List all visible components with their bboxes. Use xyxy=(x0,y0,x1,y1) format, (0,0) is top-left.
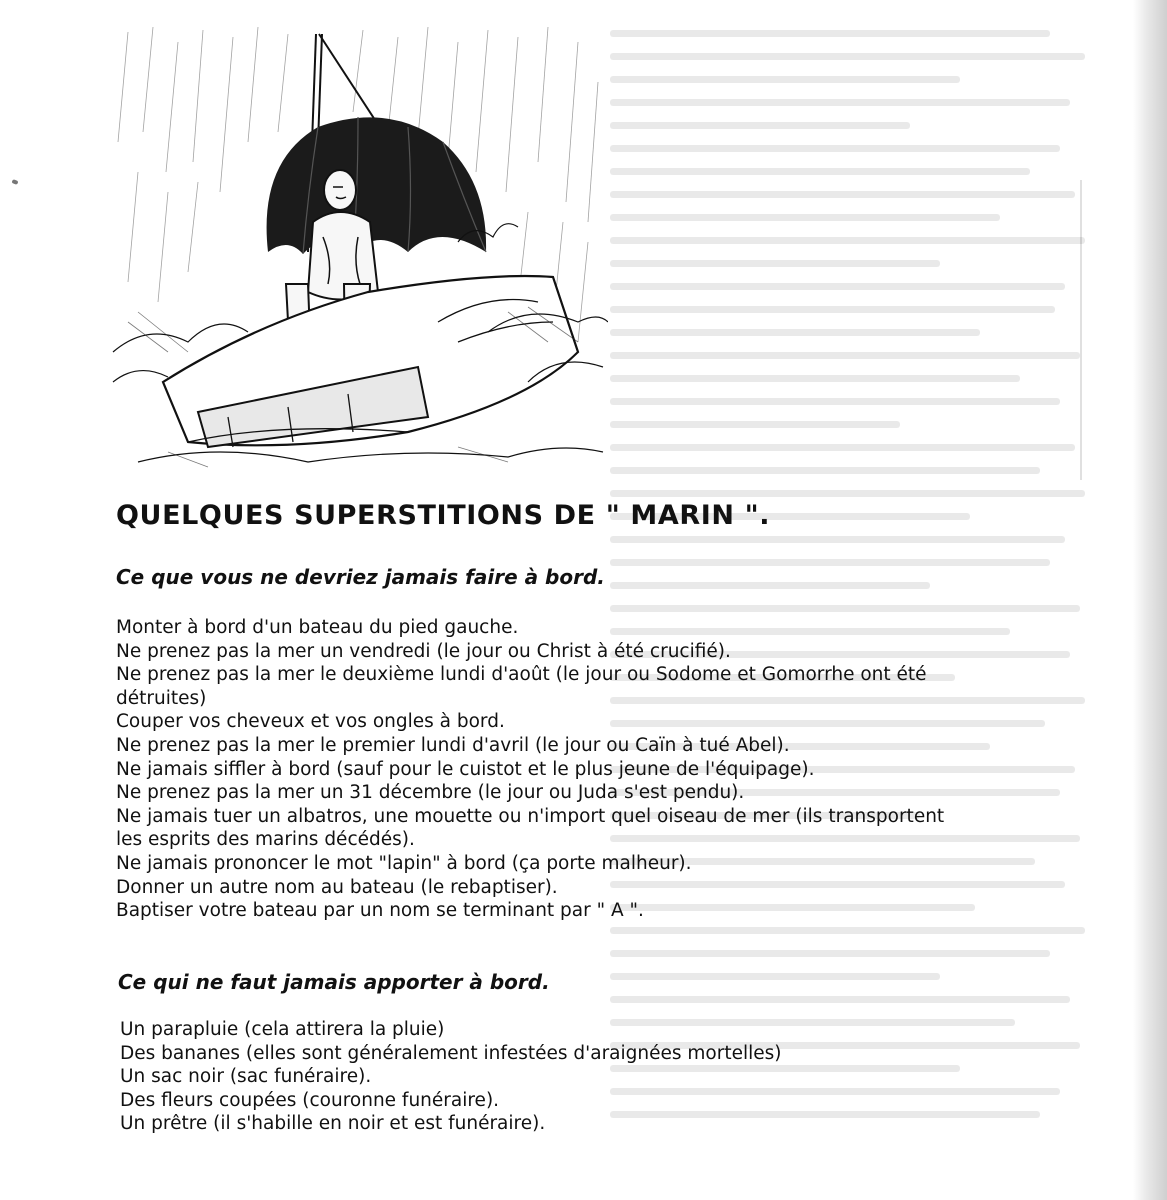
list-item: Des bananes (elles sont généralement infestées d'araignées mortelles) xyxy=(120,1042,782,1064)
list-item: les esprits des marins décédés). xyxy=(116,829,415,851)
list-item: Un parapluie (cela attirera la pluie) xyxy=(120,1019,445,1040)
bleed-through-text xyxy=(610,30,1110,1180)
sailor-in-rain-illustration xyxy=(108,22,608,474)
list-item: Ne jamais siffler à bord (sauf pour le cuistot et le plus jeune de l'équipage). xyxy=(116,758,815,780)
list-item: Ne jamais prononcer le mot "lapin" à bord (ça porte malheur). xyxy=(116,852,692,874)
section-heading-actions: Ce que vous ne devriez jamais faire à bord. xyxy=(116,565,605,589)
list-item: Ne prenez pas la mer le deuxième lundi d'août (le jour ou Sodome et Gomorrhe ont été xyxy=(116,664,927,686)
list-item: Couper vos cheveux et vos ongles à bord. xyxy=(116,711,505,733)
list-item: détruites) xyxy=(116,687,207,709)
bleed-through-frame xyxy=(1060,180,1082,480)
list-item: Baptiser votre bateau par un nom se terminant par " A ". xyxy=(116,900,644,922)
list-item: Donner un autre nom au bateau (le rebaptiser). xyxy=(116,876,558,898)
scan-speck xyxy=(11,179,18,185)
list-item: Ne prenez pas la mer un vendredi (le jour ou Christ à été crucifié). xyxy=(116,640,731,662)
section-heading-items: Ce qui ne faut jamais apporter à bord. xyxy=(118,970,550,994)
list-item: Un sac noir (sac funéraire). xyxy=(120,1066,372,1088)
list-item: Un prêtre (il s'habille en noir et est funéraire). xyxy=(120,1113,546,1135)
list-item: Ne prenez pas la mer un 31 décembre (le jour ou Juda s'est pendu). xyxy=(116,782,745,804)
page-title: QUELQUES SUPERSTITIONS DE " MARIN ". xyxy=(116,500,771,531)
list-item: Des fleurs coupées (couronne funéraire). xyxy=(120,1089,500,1111)
page-edge-shadow xyxy=(1133,0,1167,1200)
list-item: Ne prenez pas la mer le premier lundi d'avril (le jour ou Caïn à tué Abel). xyxy=(116,734,790,756)
forbidden-items-list xyxy=(120,1018,1020,1136)
list-item: Ne jamais tuer un albatros, une mouette ou n'import quel oiseau de mer (ils transportent xyxy=(116,805,945,827)
list-item: Monter à bord d'un bateau du pied gauche. xyxy=(116,617,519,638)
superstition-actions-list xyxy=(116,616,1116,923)
